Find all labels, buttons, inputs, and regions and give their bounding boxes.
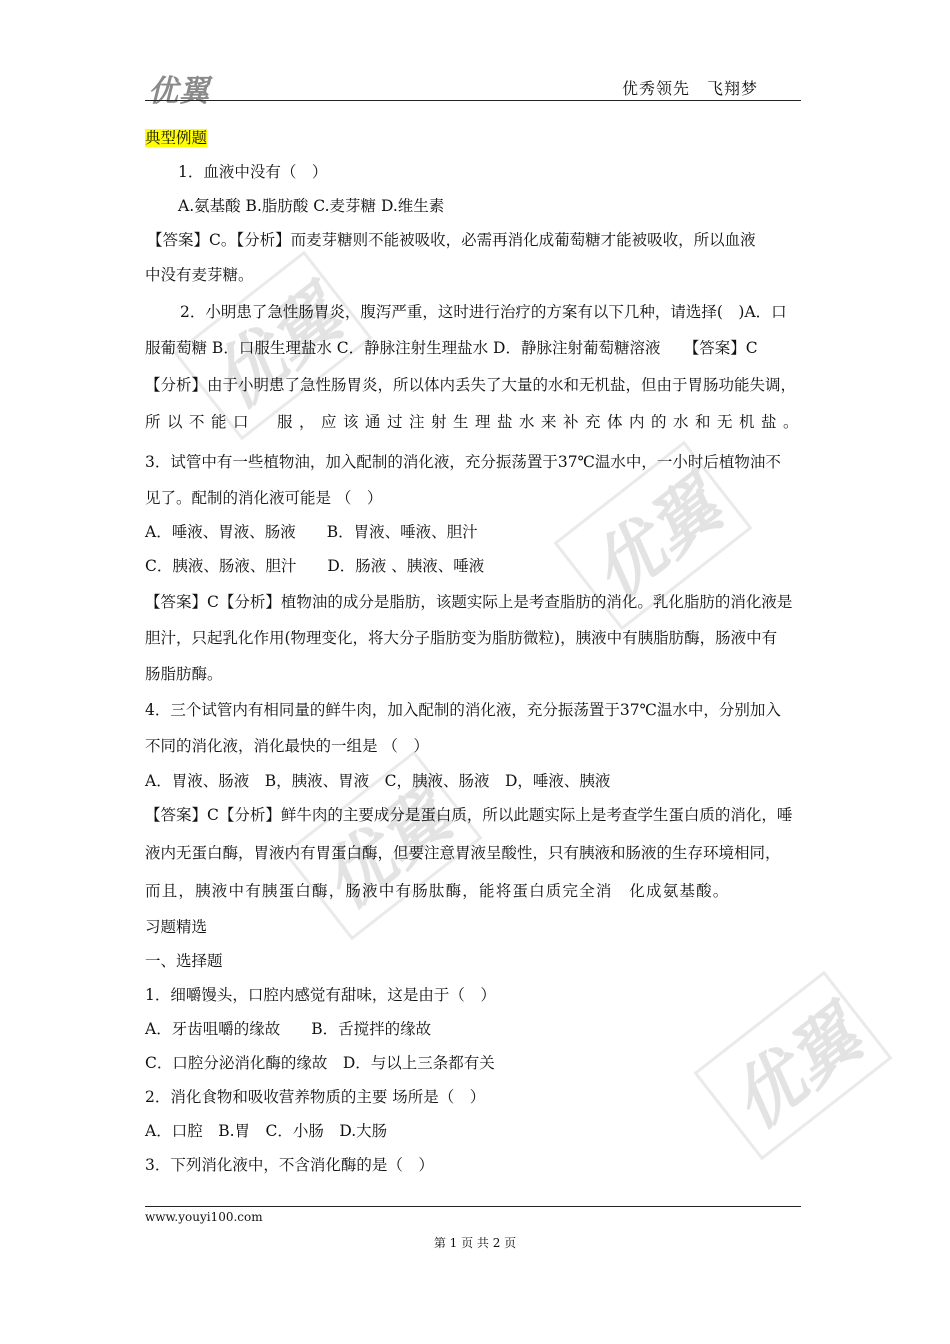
options-line: A．牙齿咀嚼的缘故 B．舌搅拌的缘故	[145, 1020, 432, 1038]
options-line: C．口腔分泌消化酶的缘故 D．与以上三条都有关	[145, 1054, 495, 1072]
answer-line: 肠脂肪酶。	[145, 665, 223, 683]
answer-line: 【答案】C。【分析】而麦芽糖则不能被吸收，必需再消化成葡萄糖才能被吸收，所以血液	[147, 231, 756, 249]
page-number: 第 1 页 共 2 页	[433, 1236, 517, 1250]
subsection-title: 一、选择题	[145, 952, 223, 970]
answer-line: 液内无蛋白酶，胃液内有胃蛋白酶，但要注意胃液呈酸性，只有胰液和肠液的生存环境相同，	[145, 844, 781, 862]
options-line: C．胰液、肠液、胆汁 D．肠液 、胰液、唾液	[145, 557, 485, 575]
answer-line: 所以不能口 服，应该通过注射生理盐水来补充体内的水和无机盐。	[145, 413, 806, 431]
options-line: A.氨基酸 B.脂肪酸 C.麦芽糖 D.维生素	[178, 197, 445, 215]
footer-rule	[145, 1206, 801, 1207]
watermark: 优翼	[553, 441, 752, 631]
watermark: 优翼	[283, 751, 482, 941]
footer-url: www.youyi100.com	[145, 1210, 263, 1224]
logo: 优翼	[148, 74, 210, 109]
question-line: 3．下列消化液中，不含消化酶的是（ ）	[145, 1156, 434, 1174]
header-rule	[145, 100, 801, 101]
subsection-title: 习题精选	[145, 918, 208, 936]
section-title: 典型例题	[145, 129, 208, 147]
question-line: 4．三个试管内有相同量的鲜牛肉，加入配制的消化液，充分振荡置于37℃温水中，分别加入	[145, 701, 781, 719]
question-line: 2．消化食物和吸收营养物质的主要 场所是（ ）	[145, 1088, 486, 1106]
question-line: 不同的消化液，消化最快的一组是 （ ）	[145, 737, 429, 755]
answer-line: 【分析】由于小明患了急性肠胃炎，所以体内丢失了大量的水和无机盐，但由于胃肠功能失调，	[145, 376, 797, 394]
question-line: 见了。配制的消化液可能是 （ ）	[145, 489, 383, 507]
answer-line: 胆汁，只起乳化作用(物理变化，将大分子脂肪变为脂肪微粒)，胰液中有胰脂肪酶，肠液中有	[145, 629, 778, 647]
answer-line: 而且，胰液中有胰蛋白酶，肠液中有肠肽酶，能将蛋白质完全消 化成氨基酸。	[145, 882, 730, 900]
question-line: 3．试管中有一些植物油，加入配制的消化液，充分振荡置于37℃温水中，一小时后植物油不	[145, 453, 781, 471]
answer-line: 中没有麦芽糖。	[145, 266, 254, 284]
watermark: 优翼	[693, 971, 892, 1161]
question-line: 2．小明患了急性肠胃炎，腹泻严重，这时进行治疗的方案有以下几种，请选择( )A．口	[180, 303, 787, 321]
watermark: 优翼	[173, 251, 372, 441]
question-line: 1．细嚼馒头，口腔内感觉有甜味，这是由于（ ）	[145, 986, 496, 1004]
question-line: 服葡萄糖 B．口服生理盐水 C．静脉注射生理盐水 D．静脉注射葡萄糖溶液 【答案】C	[145, 339, 758, 357]
question-line: 1．血液中没有（ ）	[178, 163, 328, 181]
options-line: A．唾液、胃液、肠液 B．胃液、唾液、胆汁	[145, 523, 478, 541]
answer-line: 【答案】C【分析】植物油的成分是脂肪，该题实际上是考查脂肪的消化。乳化脂肪的消化液是	[145, 593, 793, 611]
options-line: A．口腔 B.胃 C．小肠 D.大肠	[145, 1122, 388, 1140]
header-slogan: 优秀领先 飞翔梦	[622, 79, 759, 98]
options-line: A．胃液、肠液 B，胰液、胃液 C，胰液、肠液 D，唾液、胰液	[145, 772, 611, 790]
answer-line: 【答案】C【分析】鲜牛肉的主要成分是蛋白质，所以此题实际上是考查学生蛋白质的消化，唾	[145, 806, 793, 824]
